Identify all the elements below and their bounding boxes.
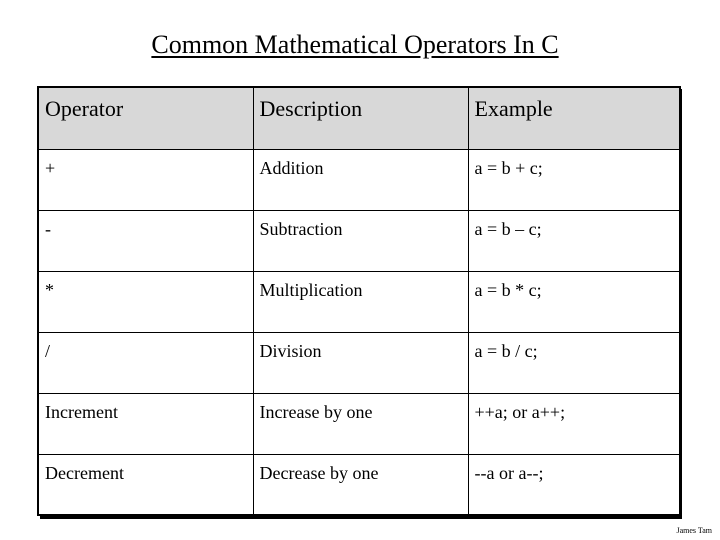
example-cell: a = b / c; xyxy=(468,332,680,393)
example-cell: a = b * c; xyxy=(468,271,680,332)
operators-table xyxy=(37,86,681,516)
table-row xyxy=(38,332,680,393)
header-example: Example xyxy=(468,87,680,149)
description-cell: Multiplication xyxy=(253,271,468,332)
author-credit: James Tam xyxy=(676,526,712,535)
operator-cell: + xyxy=(38,149,253,210)
header-operator: Operator xyxy=(38,87,253,149)
table-row xyxy=(38,149,680,210)
description-cell: Subtraction xyxy=(253,210,468,271)
description-cell: Increase by one xyxy=(253,393,468,454)
operator-cell: - xyxy=(38,210,253,271)
operator-cell: / xyxy=(38,332,253,393)
table-row xyxy=(38,454,680,515)
example-cell: ++a; or a++; xyxy=(468,393,680,454)
operators-table-container xyxy=(37,86,679,516)
operator-cell: Increment xyxy=(38,393,253,454)
operator-cell: Decrement xyxy=(38,454,253,515)
page-title: Common Mathematical Operators In C xyxy=(151,30,559,59)
example-cell: a = b + c; xyxy=(468,149,680,210)
table-row xyxy=(38,210,680,271)
table-row xyxy=(38,393,680,454)
description-cell: Addition xyxy=(253,149,468,210)
example-cell: a = b – c; xyxy=(468,210,680,271)
table-row xyxy=(38,271,680,332)
table-header-row xyxy=(38,87,680,149)
description-cell: Decrease by one xyxy=(253,454,468,515)
operator-cell: * xyxy=(38,271,253,332)
example-cell: --a or a--; xyxy=(468,454,680,515)
description-cell: Division xyxy=(253,332,468,393)
header-description: Description xyxy=(253,87,468,149)
